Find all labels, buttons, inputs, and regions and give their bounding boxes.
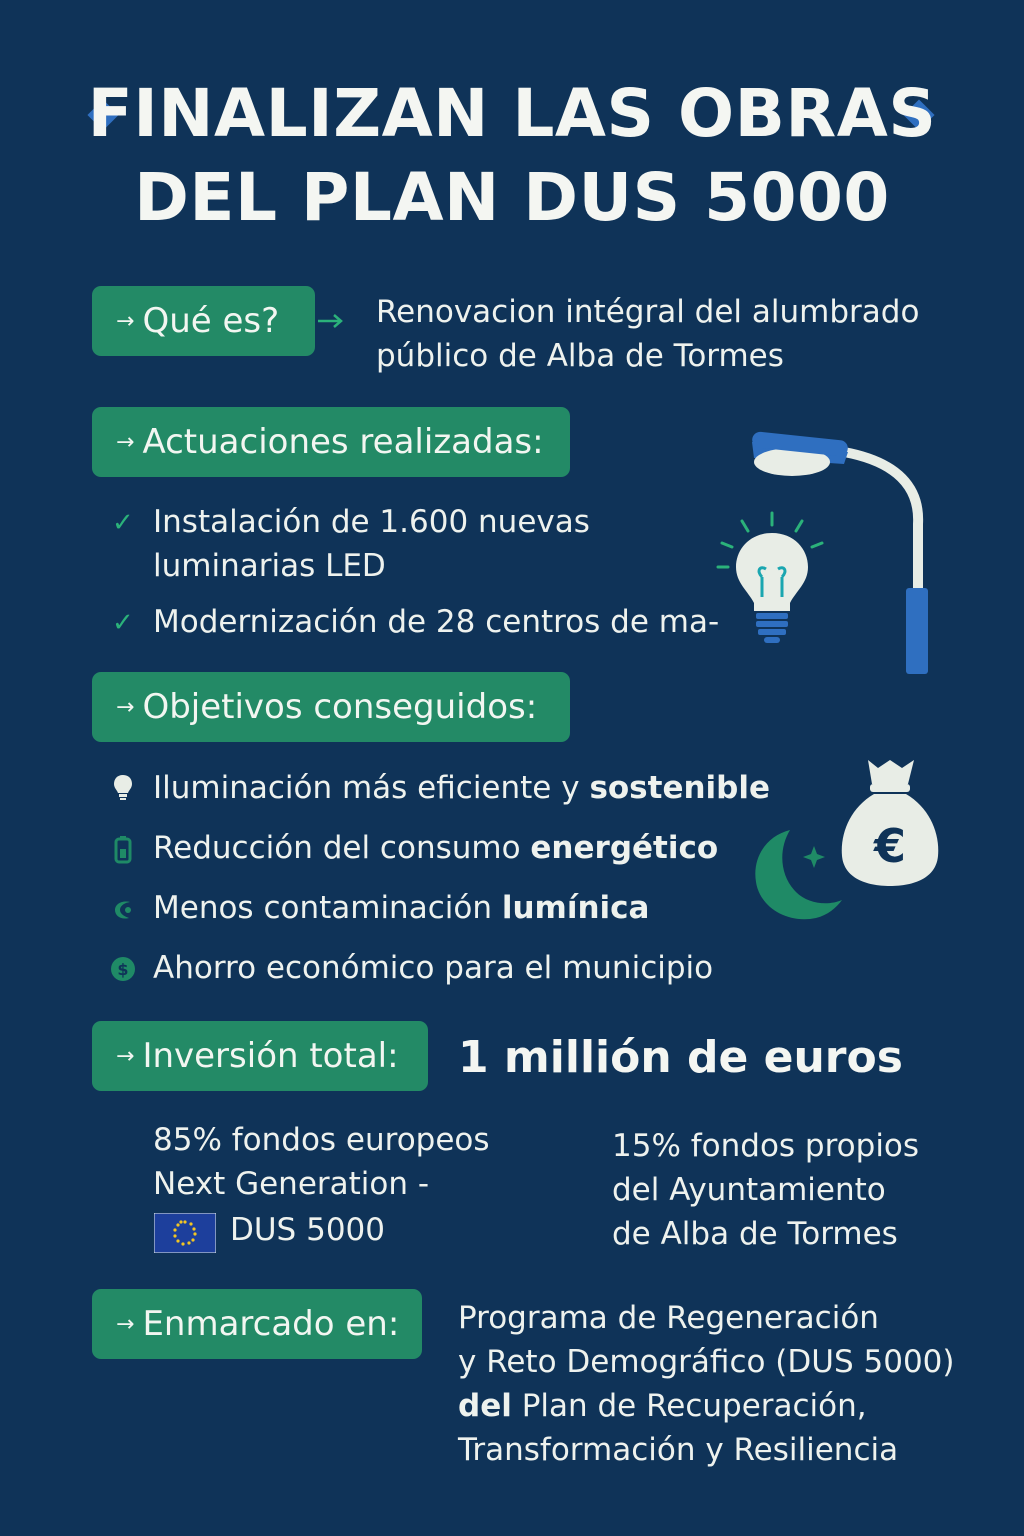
inversion-right-line-1: 15% fondos propios [612,1128,920,1164]
enmarcado-line-3 [458,1384,867,1428]
coin-icon [108,954,138,984]
inversion-left-line-1: 85% fondos europeos [153,1122,490,1158]
enmarcado-pill [92,1289,422,1359]
objetivo-3 [153,886,649,930]
inversion-left-line-2: Next Generation - [153,1166,430,1202]
enmarcado-line-3-bold: del [458,1388,512,1424]
inversion-right-line-2: del Ayuntamiento [612,1172,886,1208]
que-es-label: Qué es? [142,301,280,341]
objetivo-1-text: Iluminación más eficiente y [153,770,590,806]
objetivos-label: Objetivos conseguidos: [142,687,538,727]
arrow-icon: → [116,695,135,720]
enmarcado-label: Enmarcado en: [142,1304,400,1344]
euro-symbol: € [873,819,907,873]
page-title-line-1: FINALIZAN LAS OBRAS [87,75,937,152]
objetivo-1 [153,766,770,810]
lightbulb-icon [108,772,138,802]
que-es-text-line-2: público de Alba de Tormes [376,338,784,374]
inversion-label: Inversión total: [142,1036,399,1076]
eu-flag-icon [154,1213,216,1253]
arrow-icon: → [116,1312,135,1337]
check-icon: ✓ [112,508,134,538]
battery-icon [108,834,138,864]
street-lamp-icon [748,428,928,676]
actuacion-1-line-1: Instalación de 1.600 nuevas [153,504,590,540]
objetivo-4-text: Ahorro económico para el municipio [153,950,714,986]
objetivos-pill [92,672,570,742]
enmarcado-line-4: Transformación y Resiliencia [458,1432,899,1468]
actuaciones-label: Actuaciones realizadas: [142,422,544,462]
inversion-amount: 1 millión de euros [458,1032,903,1083]
objetivo-3-bold: lumínica [501,890,650,926]
inversion-left-line-3: DUS 5000 [230,1212,385,1248]
svg-text:$: $ [117,960,129,979]
arrow-right-icon [316,312,346,330]
objetivo-2-bold: energético [530,830,719,866]
objetivo-2-text: Reducción del consumo [153,830,531,866]
enmarcado-line-1: Programa de Regeneración [458,1300,879,1336]
eye-icon [108,894,138,924]
actuacion-2-line-1: Modernización de 28 centros de ma- [153,604,720,640]
actuaciones-pill [92,407,570,477]
objetivo-1-bold: sostenible [589,770,771,806]
check-icon: ✓ [112,608,134,638]
arrow-icon: → [116,1044,135,1069]
enmarcado-line-3-rest: Plan de Recuperación, [511,1388,867,1424]
page-title-line-2: DEL PLAN DUS 5000 [134,159,890,236]
arrow-icon: → [116,430,135,455]
money-bag-icon [838,756,942,888]
objetivo-2 [153,826,718,870]
inversion-pill [92,1021,428,1091]
que-es-pill [92,286,315,356]
objetivo-3-text: Menos contaminación [153,890,502,926]
actuacion-1-line-2: luminarias LED [153,548,386,584]
que-es-text-line-1: Renovacion intégral del alumbrado [376,294,920,330]
enmarcado-line-2: y Reto Demográfico (DUS 5000) [458,1344,955,1380]
objetivo-4 [153,946,713,990]
arrow-icon: → [116,309,135,334]
inversion-right-line-3: de Alba de Tormes [612,1216,898,1252]
